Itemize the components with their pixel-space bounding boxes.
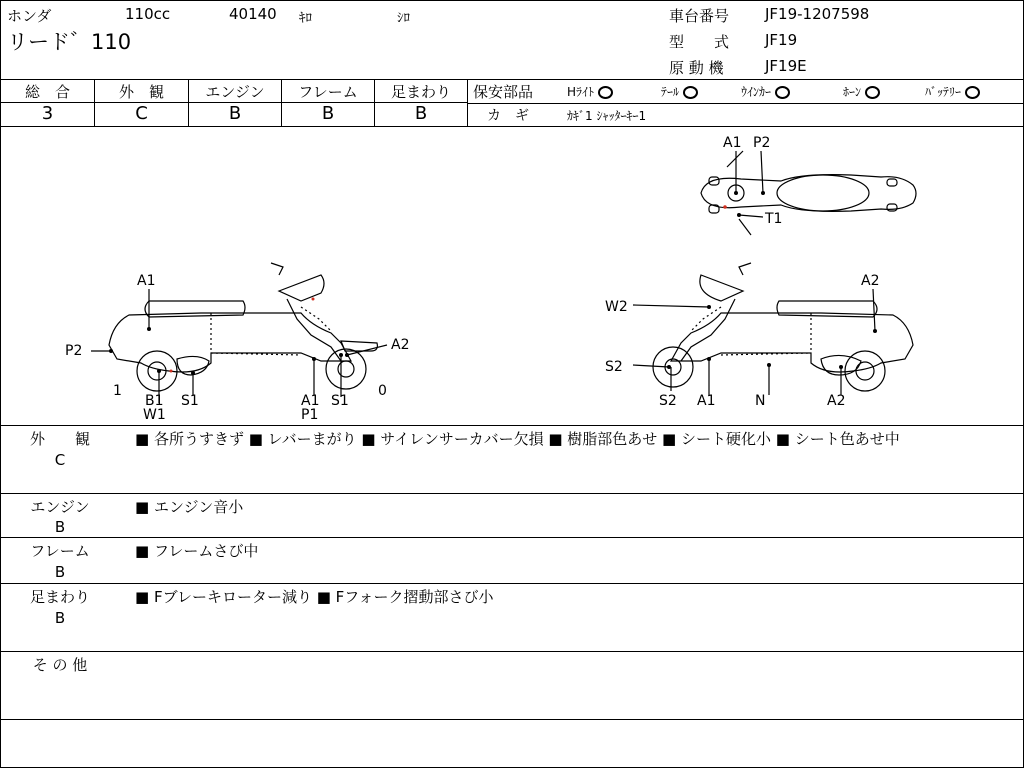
diagram-label: W1 bbox=[143, 407, 166, 423]
engine-value: JF19E bbox=[765, 57, 807, 75]
comment-exterior-text: ■ 各所うすきず ■ レバーまがり ■ サイレンサーカバー欠損 ■ 樹脂部色あせ ■ シート硬化小 ■ シート色あせ中 bbox=[135, 430, 900, 448]
diagram-label: N bbox=[755, 393, 766, 409]
comment-suspension-text: ■ Fブレーキローター減り ■ Fフォーク摺動部さび小 bbox=[135, 588, 494, 606]
ok-mark-icon bbox=[775, 86, 790, 99]
type-label: 型 式 bbox=[669, 33, 730, 51]
diagram-label: A1 bbox=[723, 135, 742, 151]
mileage-unit: ｷﾛ bbox=[299, 11, 312, 26]
exterior-grade: C bbox=[135, 103, 148, 124]
suspension-grade-label: 足まわり bbox=[390, 83, 451, 101]
diagram-label: 0 bbox=[378, 383, 387, 399]
engine-label: 原 動 機 bbox=[669, 59, 724, 77]
comment-suspension-label: 足まわり bbox=[29, 588, 90, 606]
engine-grade: B bbox=[228, 103, 242, 124]
diagram-label: T1 bbox=[765, 211, 783, 227]
diagram-label: P1 bbox=[301, 407, 319, 423]
color: ｼﾛ bbox=[397, 11, 410, 26]
safety-headlight: Hﾗｲﾄ bbox=[567, 83, 613, 100]
engine-grade-label: エンジン bbox=[205, 83, 265, 101]
safety-horn: ﾎｰﾝ bbox=[843, 83, 880, 100]
key-value: ｶｷﾞ1 ｼｬｯﾀｰｷｰ1 bbox=[567, 109, 647, 123]
safety-battery: ﾊﾞｯﾃﾘｰ bbox=[925, 83, 980, 100]
ok-mark-icon bbox=[683, 86, 698, 99]
comment-engine-text: ■ エンジン音小 bbox=[135, 498, 244, 516]
diagram-label: A2 bbox=[391, 337, 410, 353]
diagram-label: A2 bbox=[827, 393, 846, 409]
frame-grade-label: フレーム bbox=[298, 83, 358, 101]
diagram-label: A2 bbox=[861, 273, 880, 289]
exterior-label: 外 観 bbox=[118, 83, 164, 101]
diagram-label: A1 bbox=[137, 273, 156, 289]
diagram-label: W2 bbox=[605, 299, 628, 315]
diagram-label: 1 bbox=[113, 383, 122, 399]
frame-grade: B bbox=[321, 103, 335, 124]
damage-diagram bbox=[1, 127, 1023, 425]
diagram-label: A1 bbox=[301, 393, 320, 409]
ok-mark-icon bbox=[598, 86, 613, 99]
comment-frame-label: フレーム bbox=[30, 542, 90, 560]
diagram-label: S1 bbox=[181, 393, 199, 409]
scooter-top-view bbox=[701, 151, 916, 235]
comment-suspension-grade: B bbox=[54, 609, 66, 627]
maker: ホンダ bbox=[7, 7, 52, 25]
damage-mark bbox=[312, 298, 315, 301]
comment-exterior-grade: C bbox=[54, 451, 66, 469]
key-label: カ ギ bbox=[487, 108, 529, 124]
comment-frame-text: ■ フレームさび中 bbox=[135, 542, 259, 560]
overall-grade: 3 bbox=[41, 103, 54, 124]
comment-other-label: そ の 他 bbox=[32, 656, 88, 674]
diagram-label: P2 bbox=[65, 343, 83, 359]
suspension-grade: B bbox=[414, 103, 428, 124]
comment-engine-grade: B bbox=[54, 518, 66, 536]
model-name: リード゛110 bbox=[7, 30, 132, 54]
damage-mark bbox=[723, 205, 727, 209]
type-value: JF19 bbox=[765, 31, 798, 49]
overall-label: 総 合 bbox=[24, 83, 70, 101]
frame-no: JF19-1207598 bbox=[765, 5, 870, 23]
frame-no-label: 車台番号 bbox=[669, 7, 730, 25]
comment-engine-label: エンジン bbox=[30, 498, 90, 516]
comment-frame-grade: B bbox=[54, 563, 66, 581]
safety-label: 保安部品 bbox=[473, 83, 534, 101]
diagram-label: S2 bbox=[605, 359, 623, 375]
safety-tail: ﾃｰﾙ bbox=[661, 83, 698, 100]
ok-mark-icon bbox=[865, 86, 880, 99]
diagram-label: B1 bbox=[145, 393, 164, 409]
diagram-label: A1 bbox=[697, 393, 716, 409]
diagram-label: P2 bbox=[753, 135, 771, 151]
mileage: 40140 bbox=[229, 5, 277, 23]
ok-mark-icon bbox=[965, 86, 980, 99]
damage-mark bbox=[170, 370, 173, 373]
safety-winker: ｳｲﾝｶｰ bbox=[741, 83, 790, 100]
displacement: 110cc bbox=[125, 5, 171, 23]
comment-exterior-label: 外 観 bbox=[29, 430, 90, 448]
diagram-label: S2 bbox=[659, 393, 677, 409]
diagram-label: S1 bbox=[331, 393, 349, 409]
